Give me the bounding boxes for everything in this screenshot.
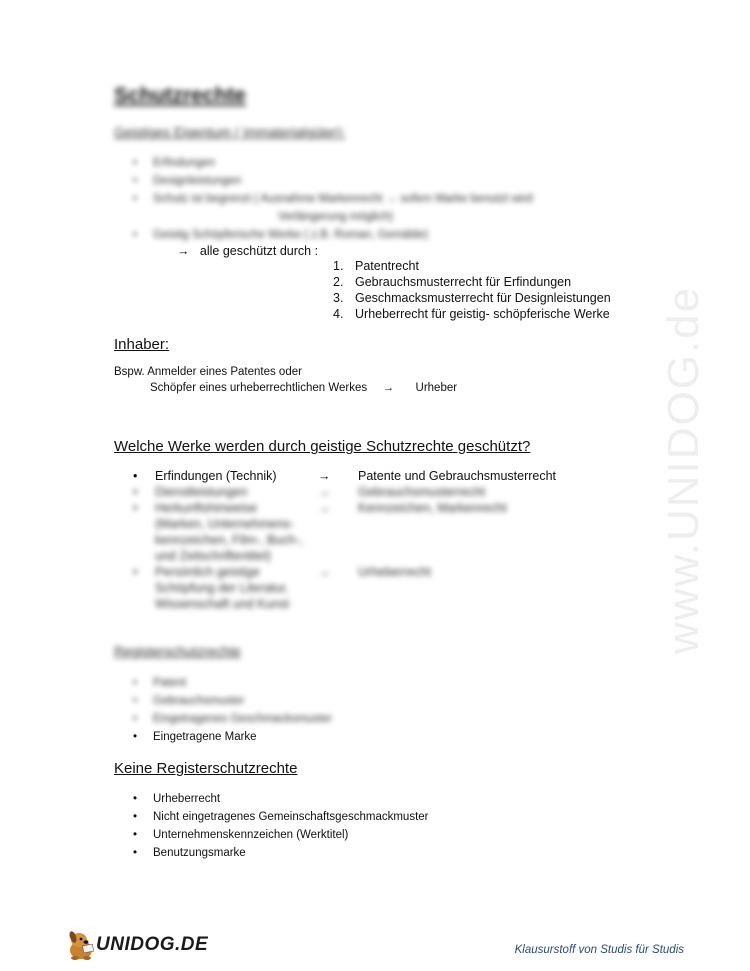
list-item-continuation: Verlängerung möglich) (278, 211, 394, 223)
list-item: • Gebrauchsmuster (133, 692, 332, 710)
numbered-list (333, 258, 611, 322)
right-arrow-icon: → (318, 469, 331, 483)
list-item: • Designleistungen (133, 172, 533, 190)
list-item: • Eingetragene Marke (133, 728, 332, 746)
unidog-logo (66, 928, 209, 962)
list-item: • Nicht eingetragenes Gemeinschaftsgeschmackmuster (133, 808, 429, 826)
register-list (133, 674, 332, 746)
numbered-item: 3. Geschmacksmusterrecht für Designleistungen (333, 291, 611, 305)
register-heading: Registerschutzrechte (114, 644, 241, 659)
welche-werke-heading: Welche Werke werden durch geistige Schutzrechte geschützt? (114, 438, 531, 455)
page-title: Schutzrechte (114, 84, 246, 107)
alle-text: alle geschützt durch : (199, 244, 319, 258)
list-item: • Urheberrecht (133, 790, 429, 808)
list-item: • Eingetragenes Geschmacksmuster (133, 710, 332, 728)
numbered-item: 2. Gebrauchsmusterrecht für Erfindungen (333, 275, 572, 289)
bspw-line-1: Bspw. Anmelder eines Patentes oder (114, 366, 302, 378)
numbered-item: 4. Urheberrecht für geistig- schöpferische Werke (333, 307, 610, 321)
inhaber-heading: Inhaber: (114, 336, 170, 353)
geistiges-heading: Geistiges Eigentum ( Immaterialgüter): (114, 125, 346, 140)
geistiges-list (133, 154, 533, 244)
numbered-item: 1. Patentrecht (333, 259, 419, 273)
list-item: • Patent (133, 674, 332, 692)
list-item: • Schutz ist begrenzt ( Ausnahme Markenrecht → sofern Marke benutzt wird (133, 190, 533, 208)
footer-text: Klausurstoff von Studis für Studis (514, 944, 684, 956)
keine-register-list (133, 790, 429, 862)
list-item: • Benutzungsmarke (133, 844, 429, 862)
list-item: • Erfindungen (133, 154, 533, 172)
alle-geschuetzt-line (177, 244, 318, 258)
watermark: www.UNIDOG.de (659, 285, 708, 655)
right-arrow-icon: → (382, 382, 395, 394)
list-item: • Unternehmenskennzeichen (Werktitel) (133, 826, 429, 844)
bspw-line-2: Schöpfer eines urheberrechtlichen Werkes → Urheber (150, 382, 458, 394)
logo-text: UNIDOG.DE (96, 934, 209, 955)
keine-register-heading: Keine Registerschutzrechte (114, 760, 298, 777)
list-item: • Geistig Schöpferische Werke ( z.B. Roman, Gemälde) (133, 226, 533, 244)
right-arrow-icon: → (177, 244, 190, 258)
dog-logo-icon (66, 928, 100, 962)
